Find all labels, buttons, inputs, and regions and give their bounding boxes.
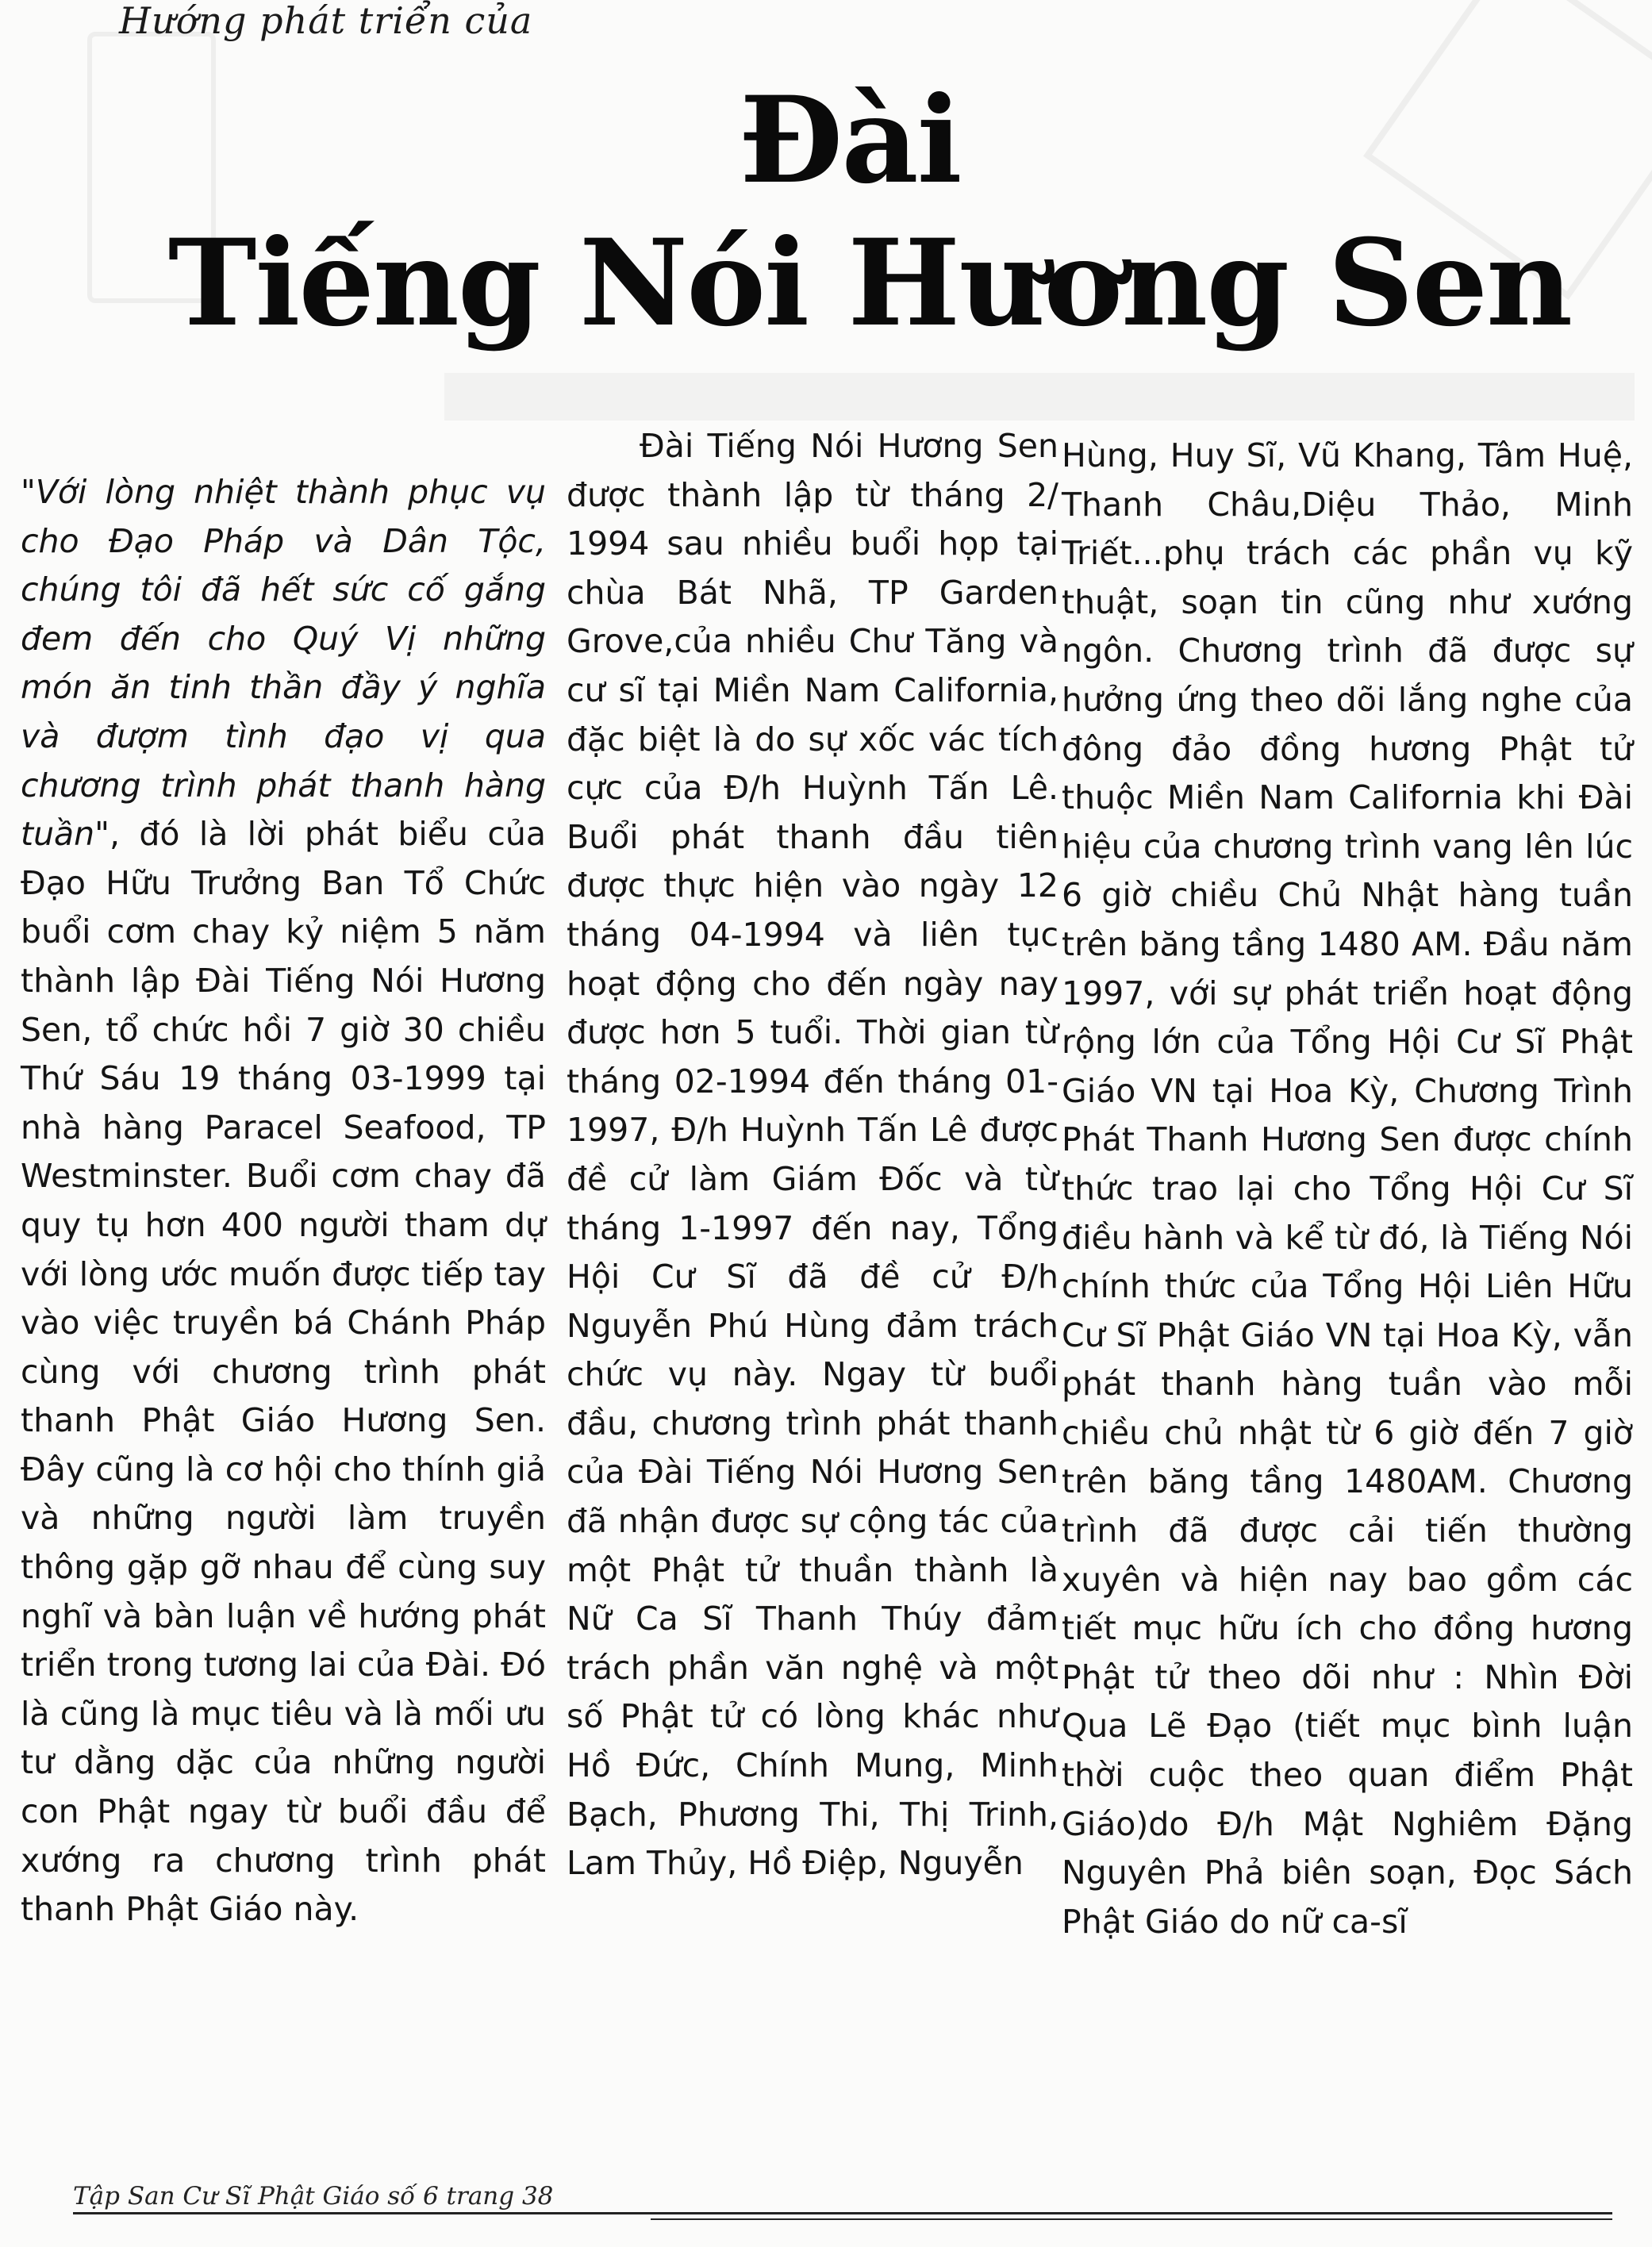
column-1-paragraph	[21, 468, 546, 1934]
footer-rule-secondary	[651, 2218, 1612, 2220]
column-2-paragraph	[567, 422, 1058, 1888]
article-column-3	[1062, 432, 1633, 2098]
footer-rule	[73, 2212, 1612, 2214]
article-title-line-2: Tiếng Nói Hương Sen	[167, 213, 1572, 353]
column-2-text: Đài Tiếng Nói Hương Sen được thành lập từ tháng 2/ 1994 sau nhiều buổi họp tại chùa Bát Nhã, TP Garden Grove,của nhiều Chư Tăng và cư sĩ tại Miền Nam California, đặc biệt là do sự xốc vác tích cực của Đ/h Huỳnh Tấn Lê. Buổi phát thanh đầu tiên được thực hiện vào ngày 12 tháng 04-1994 và liên tục hoạt động cho đến ngày nay được hơn 5 tuổi. Thời gian từ tháng 02-1994 đến tháng 01-1997, Đ/h Huỳnh Tấn Lê được đề cử làm Giám Đốc và từ tháng 1-1997 đến nay, Tổng Hội Cư Sĩ đã đề cử Đ/h Nguyễn Phú Hùng đảm trách chức vụ này. Ngay từ buổi đầu, chương trình phát thanh của Đài Tiếng Nói Hương Sen đã nhận được sự cộng tác của một Phật tử thuần thành là Nữ Ca Sĩ Thanh Thúy đảm trách phần văn nghệ và một số Phật tử có lòng khác như Hồ Đức, Chính Mung, Minh Bạch, Phương Thi, Thị Trinh, Lam Thủy, Hồ Điệp, Nguyễn	[567, 427, 1058, 1883]
article-kicker: Hướng phát triển của	[119, 0, 533, 42]
show-through-shape	[444, 373, 1635, 421]
page-footer: Tập San Cư Sĩ Phật Giáo số 6 trang 38	[73, 2182, 554, 2211]
opening-quote: "Với lòng nhiệt thành phục vụ cho Đạo Pháp và Dân Tộc, chúng tôi đã hết sức cố gắng đem đến cho Quý Vị những món ăn tinh thần đầy ý nghĩa và đượm tình đạo vị qua chương trình phát thanh hàng tuần"	[21, 473, 546, 854]
article-title-line-1: Đài	[739, 71, 961, 210]
article-column-1	[21, 468, 546, 2047]
column-3-paragraph	[1062, 432, 1633, 1946]
column-3-text: Hùng, Huy Sĩ, Vũ Khang, Tâm Huệ, Thanh Châu,Diệu Thảo, Minh Triết...phụ trách các phần vụ kỹ thuật, soạn tin cũng như xướng ngôn. Chương trình đã được sự hưởng ứng theo dõi lắng nghe của đông đảo đồng hương Phật tử thuộc Miền Nam California khi Đài hiệu của chương trình vang lên lúc 6 giờ chiều Chủ Nhật hàng tuần trên băng tầng 1480 AM. Đầu năm 1997, với sự phát triển hoạt động rộng lớn của Tổng Hội Cư Sĩ Phật Giáo VN tại Hoa Kỳ, Chương Trình Phát Thanh Hương Sen được chính thức trao lại cho Tổng Hội Cư Sĩ điều hành và kể từ đó, là Tiếng Nói chính thức của Tổng Hội Liên Hữu Cư Sĩ Phật Giáo VN tại Hoa Kỳ, vẫn phát thanh hàng tuần vào mỗi chiều chủ nhật từ 6 giờ đến 7 giờ trên băng tầng 1480AM. Chương trình đã được cải tiến thường xuyên và hiện nay bao gồm các tiết mục hữu ích cho đồng hương Phật tử theo dõi như : Nhìn Đời Qua Lẽ Đạo (tiết mục bình luận thời cuộc theo quan điểm Phật Giáo)do Đ/h Mật Nghiêm Đặng Nguyên Phả biên soạn, Đọc Sách Phật Giáo do nữ ca-sĩ	[1062, 436, 1633, 1941]
column-1-text: , đó là lời phát biểu của Đạo Hữu Trưởng Ban Tổ Chức buổi cơm chay kỷ niệm 5 năm thành lập Đài Tiếng Nói Hương Sen, tổ chức hồi 7 giờ 30 chiều Thứ Sáu 19 tháng 03-1999 tại nhà hàng Paracel Seafood, TP Westminster. Buổi cơm chay đã quy tụ hơn 400 người tham dự với lòng ước muốn được tiếp tay vào việc truyền bá Chánh Pháp cùng với chương trình phát thanh Phật Giáo Hương Sen. Đây cũng là cơ hội cho thính giả và những người làm truyền thông gặp gỡ nhau để cùng suy nghĩ và bàn luận về hướng phát triển trong tương lai của Đài. Đó là cũng là mục tiêu và là mối ưu tư dằng dặc của những người con Phật ngay từ buổi đầu để xướng ra chương trình phát thanh Phật Giáo này.	[21, 815, 546, 1929]
article-column-2	[567, 422, 1058, 2096]
